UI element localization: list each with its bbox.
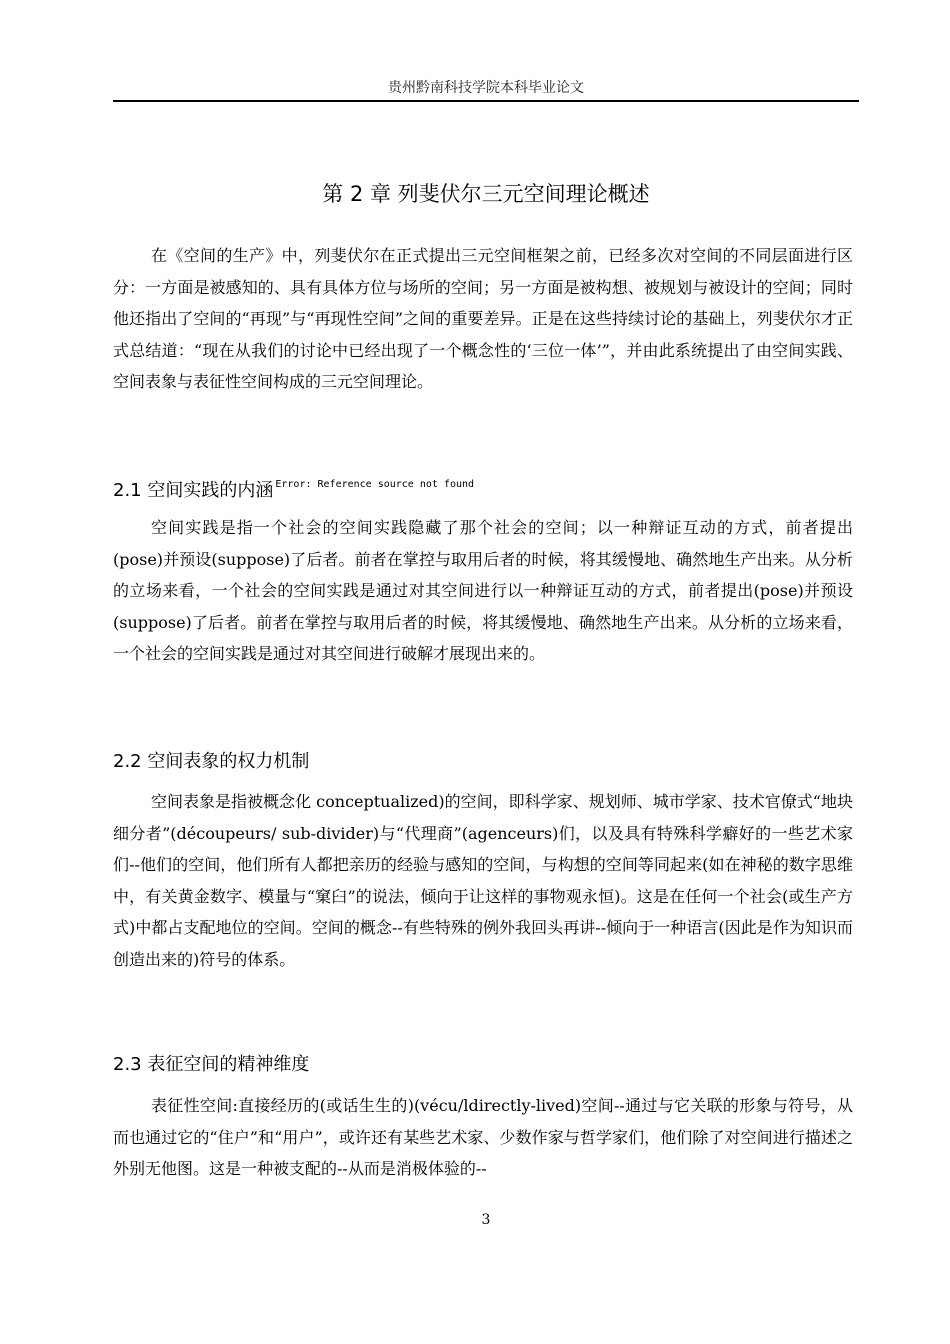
header-divider: [113, 100, 859, 102]
section-heading-2-2: 2.2 空间表象的权力机制: [113, 751, 310, 772]
section-2-2-paragraph: 空间表象是指被概念化 conceptualized)的空间，即科学家、规划师、城市学家、技术官僚式“地块细分者”(découpeurs/ sub-divider)与“代理商”(agenceurs)们，以及具有特殊科学癖好的一些艺术家们--他们的空间，他们所有人都把亲历的经验与感知的空间，与构想的空间等同起来(如在神秘的数字思维中，有关黄金数字、模量与“窠臼”的说法，倾向于让这样的事物观永恒)。这是在任何一个社会(或生产方式)中都占支配地位的空间。空间的概念--有些特殊的例外我回头再讲--倾向于一种语言(因此是作为知识而创造出来的)符号的体系。: [113, 792, 853, 969]
chapter-intro-paragraph: 在《空间的生产》中，列斐伏尔在正式提出三元空间框架之前，已经多次对空间的不同层面进行区分：一方面是被感知的、具有具体方位与场所的空间；另一方面是被构想、被规划与被设计的空间；同时他还指出了空间的“再现”与“再现性空间”之间的重要差异。正是在这些持续讨论的基础上，列斐伏尔才正式总结道：“现在从我们的讨论中已经出现了一个概念性的‘三位一体’”，并由此系统提出了由空间实践、空间表象与表征性空间构成的三元空间理论。: [113, 246, 853, 392]
section-heading-2-3: 2.3 表征空间的精神维度: [113, 1054, 310, 1075]
page-number: 3: [481, 1212, 491, 1228]
reference-error-note: Error: Reference source not found: [275, 479, 475, 490]
section-2-3-paragraph: 表征性空间:直接经历的(或话生生的)(vécu/ldirectly-lived)空间--通过与它关联的形象与符号，从而也通过它的“住户”和“用户”，或许还有某些艺术家、少数作家与哲学家们，他们除了对空间进行描述之外别无他图。这是一种被支配的--从而是消极体验的--: [113, 1096, 853, 1179]
running-header: 贵州黔南科技学院本科毕业论文: [388, 80, 584, 96]
section-2-1-paragraph: 空间实践是指一个社会的空间实践隐藏了那个社会的空间；以一种辩证互动的方式，前者提出(pose)并预设(suppose)了后者。前者在掌控与取用后者的时候，将其缓慢地、确然地生产出来。从分析的立场来看，一个社会的空间实践是通过对其空间进行以一种辩证互动的方式，前者提出(pose)并预设(suppose)了后者。前者在掌控与取用后者的时候，将其缓慢地、确然地生产出来。从分析的立场来看，一个社会的空间实践是通过对其空间进行破解才展现出来的。: [113, 518, 853, 664]
chapter-title: 第 2 章 列斐伏尔三元空间理论概述: [322, 182, 650, 206]
section-heading-2-1-text: 2.1 空间实践的内涵: [113, 480, 274, 501]
section-heading-2-1: [113, 476, 853, 502]
